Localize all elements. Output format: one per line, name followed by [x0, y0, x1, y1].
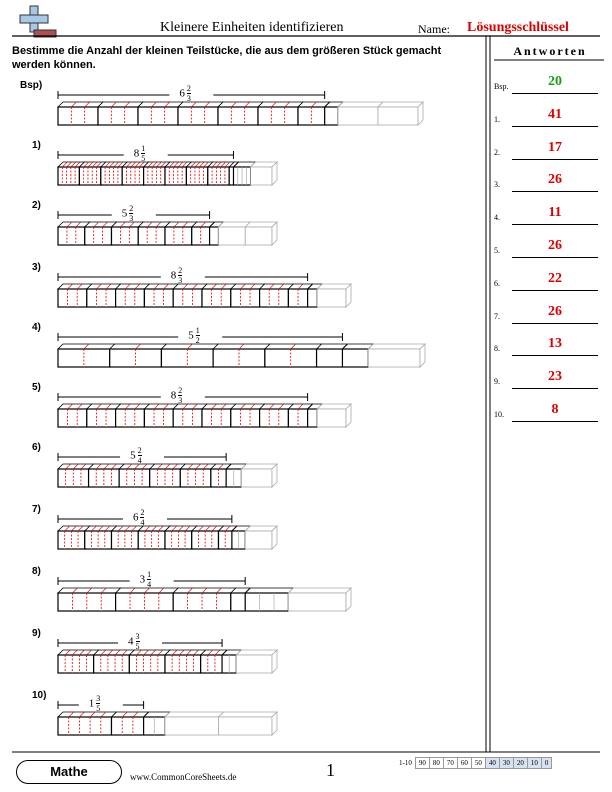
answer-line [512, 224, 598, 225]
bar-unit [202, 289, 231, 307]
numerator: 1 [195, 326, 200, 335]
bar-top-face [138, 102, 183, 107]
bar-top-face [236, 650, 277, 655]
fraction-bar [58, 526, 277, 549]
answer-label: 1. [494, 114, 500, 124]
score-cell: 20 [513, 758, 527, 769]
whole-part: 4 [128, 635, 134, 648]
answer-line [512, 323, 598, 324]
score-table [396, 757, 552, 769]
fraction-bar [58, 712, 277, 735]
instructions: Bestimme die Anzahl der kleinen Teilstücke, die aus dem größeren Stück gemacht werden können. [12, 45, 442, 71]
answer-value: 23 [548, 369, 562, 385]
answer-label: 2. [494, 147, 500, 157]
answers-title: Antworten [513, 44, 587, 58]
bar-top-face [260, 404, 294, 409]
problem-label: 4) [32, 322, 41, 333]
denominator: 5 [96, 704, 101, 713]
bar-unit [173, 289, 202, 307]
numerator: 2 [137, 446, 142, 455]
bar-unit [219, 717, 273, 735]
answer-line [512, 290, 598, 291]
whole-part: 5 [121, 207, 128, 220]
bar-unit [122, 167, 143, 185]
measure-line [58, 91, 325, 99]
bar-unit [116, 409, 145, 427]
whole-part: 3 [139, 573, 146, 586]
answer-line [512, 191, 598, 192]
fraction-bar [58, 284, 351, 307]
bar-unit [112, 227, 139, 245]
footer-url: www.CommonCoreSheets.de [130, 772, 237, 782]
mixed-number [171, 266, 183, 285]
bar-unit [165, 227, 192, 245]
denominator: 4 [147, 580, 152, 589]
bar-top-face [201, 650, 242, 655]
bar-top-face [317, 284, 351, 289]
measure-line [58, 151, 233, 159]
score-cell: 10 [527, 758, 541, 769]
bar-top-face [288, 588, 351, 593]
fraction-bar [58, 102, 423, 125]
whole-part: 5 [188, 329, 194, 342]
bar-unit [58, 227, 85, 245]
measure-line [58, 453, 226, 461]
score-cell: 80 [429, 758, 443, 769]
problem-label: 9) [32, 628, 41, 639]
mixed-number [89, 694, 101, 713]
bar-top-face [58, 284, 92, 289]
score-cell: 70 [443, 758, 457, 769]
bar-unit [317, 289, 346, 307]
problem-label: 3) [32, 262, 41, 273]
bar-unit [58, 289, 87, 307]
bar-top-face [219, 712, 278, 717]
bar-unit [87, 409, 116, 427]
denominator: 4 [137, 456, 142, 465]
score-cell: 90 [415, 758, 429, 769]
numerator: 2 [178, 266, 183, 275]
answer-value: 26 [548, 172, 562, 188]
page-number: 1 [326, 760, 335, 780]
whole-part: 1 [88, 697, 95, 710]
fraction [178, 266, 182, 285]
bar-unit [138, 227, 165, 245]
fraction [178, 386, 182, 405]
answer-value: 26 [548, 303, 562, 319]
bar-unit [260, 409, 289, 427]
bar-unit [116, 289, 145, 307]
fraction [138, 446, 142, 465]
numerator: 2 [178, 386, 183, 395]
problem-label: 2) [32, 200, 41, 211]
bar-unit [58, 107, 98, 125]
measure-line [58, 577, 245, 585]
fraction [136, 632, 140, 651]
bar-top-face [298, 102, 343, 107]
numerator: 2 [140, 508, 145, 517]
answer-value: 11 [548, 205, 562, 221]
measure-line [58, 639, 222, 647]
numerator: 3 [135, 632, 140, 641]
score-cell: 60 [457, 758, 471, 769]
answer-value: 22 [548, 270, 562, 286]
bar-top-face [317, 404, 351, 409]
answer-value: 8 [551, 402, 559, 417]
answer-line [512, 93, 598, 94]
bar-unit [165, 655, 201, 673]
numerator: 2 [129, 204, 134, 213]
answer-value: 13 [548, 336, 562, 352]
bar-unit [186, 167, 207, 185]
mixed-number [134, 144, 146, 163]
bar-unit [98, 107, 138, 125]
bar-unit [236, 655, 272, 673]
score-label: 1-10 [399, 759, 412, 767]
name-value: Lösungsschlüssel [467, 20, 569, 35]
whole-part: 6 [179, 87, 185, 100]
bar-unit [112, 717, 166, 735]
bar-top-face [58, 650, 99, 655]
answer-line [512, 355, 598, 356]
numerator: 2 [186, 84, 191, 93]
whole-part: 8 [170, 389, 177, 402]
bar-top-face [116, 404, 150, 409]
fraction [141, 144, 145, 163]
mixed-number [133, 508, 145, 527]
bar-unit [85, 227, 112, 245]
problem-label: 10) [32, 690, 47, 701]
denominator: 4 [140, 518, 145, 527]
mixed-number [128, 632, 140, 651]
fraction-bar [58, 588, 351, 611]
bar-unit [101, 167, 122, 185]
score-cell: 50 [471, 758, 485, 769]
bar-top-face [231, 284, 265, 289]
numerator: 3 [96, 694, 101, 703]
answer-value: 20 [548, 74, 562, 89]
bar-top-face [338, 102, 383, 107]
measure-line [58, 273, 308, 281]
whole-part: 8 [133, 147, 140, 160]
page-title: Kleinere Einheiten identifizieren [160, 20, 344, 35]
bar-top-face [58, 712, 117, 717]
mixed-number [188, 326, 200, 345]
answer-label: 9. [494, 377, 500, 387]
bar-unit [251, 167, 272, 185]
bar-top-face [288, 404, 322, 409]
bar-unit [229, 167, 250, 185]
mixed-number [171, 386, 183, 405]
score-cell: 0 [541, 758, 552, 769]
bar-unit [144, 167, 165, 185]
bar-unit [288, 289, 317, 307]
bar-top-face [165, 712, 224, 717]
mixed-number [122, 204, 134, 223]
bar-top-face [165, 650, 206, 655]
answer-line [512, 421, 598, 422]
bar-unit [231, 289, 260, 307]
bar-unit [317, 409, 346, 427]
bar-top-face [116, 284, 150, 289]
fraction-bar [58, 344, 425, 367]
problem-label: 6) [32, 442, 41, 453]
fraction [196, 326, 200, 345]
denominator: 5 [135, 642, 140, 651]
answer-value: 26 [548, 238, 562, 253]
bar-top-face [218, 102, 263, 107]
measure-line [58, 393, 308, 401]
bar-top-face [87, 284, 121, 289]
bar-unit [258, 107, 298, 125]
measure-line [58, 515, 232, 523]
whole-part: 6 [132, 511, 139, 524]
answer-value: 17 [548, 139, 562, 155]
bar-top-face [58, 102, 103, 107]
denominator: 2 [195, 336, 200, 345]
bar-unit [58, 167, 79, 185]
bar-top-face [112, 712, 171, 717]
bar-top-face [202, 404, 236, 409]
footer-brand: Mathe [16, 760, 122, 784]
bar-unit [165, 717, 219, 735]
bar-unit [173, 409, 202, 427]
bar-top-face [378, 102, 423, 107]
mixed-number [140, 570, 152, 589]
bar-unit [58, 655, 94, 673]
bar-unit [192, 227, 219, 245]
mixed-number [130, 446, 142, 465]
name-label: Name: [418, 22, 450, 36]
answer-label: Bsp. [494, 82, 509, 91]
bar-unit [58, 717, 112, 735]
problem-label: 8) [32, 566, 41, 577]
answer-line [512, 159, 598, 160]
bar-unit [288, 593, 346, 611]
bar-top-face [202, 284, 236, 289]
bar-unit [245, 227, 272, 245]
bar-top-face [87, 404, 121, 409]
bar-unit [260, 289, 289, 307]
bar-unit [368, 349, 420, 367]
denominator: 3 [178, 396, 183, 405]
fraction-bar [58, 222, 277, 245]
answer-label: 10. [494, 410, 504, 419]
bar-top-face [231, 588, 294, 593]
bar-unit [129, 655, 165, 673]
bar-unit [201, 655, 237, 673]
bar-top-face [260, 284, 294, 289]
answer-line [512, 388, 598, 389]
bar-top-face [58, 404, 92, 409]
answer-line [512, 126, 598, 127]
numerator: 1 [147, 570, 152, 579]
fraction [96, 694, 100, 713]
answer-line [512, 257, 598, 258]
fraction [147, 570, 151, 589]
bar-unit [144, 289, 173, 307]
denominator: 3 [129, 214, 134, 223]
bar-unit [79, 167, 100, 185]
whole-part: 5 [130, 449, 136, 462]
bar-unit [202, 409, 231, 427]
bar-unit [218, 107, 258, 125]
bar-unit [231, 409, 260, 427]
bar-unit [219, 227, 246, 245]
answer-label: 3. [494, 180, 500, 190]
problem-label: 7) [32, 504, 41, 515]
answer-label: 5. [494, 246, 500, 255]
bar-unit [378, 107, 418, 125]
whole-part: 8 [170, 269, 177, 282]
bar-unit [87, 289, 116, 307]
answer-label: 4. [494, 213, 500, 223]
bar-unit [58, 409, 87, 427]
answer-label: 7. [494, 311, 500, 321]
bar-unit [338, 107, 378, 125]
bar-unit [288, 409, 317, 427]
bar-top-face [368, 344, 425, 349]
bar-top-face [241, 464, 277, 469]
bar-unit [241, 469, 272, 487]
bar-unit [165, 167, 186, 185]
problem-label: 5) [32, 382, 41, 393]
denominator: 5 [141, 154, 146, 163]
measure-line [58, 701, 144, 709]
fraction [187, 84, 191, 103]
numerator: 1 [141, 144, 146, 153]
score-cell: 40 [485, 758, 499, 769]
measure-line [58, 333, 342, 341]
bar-top-face [258, 102, 303, 107]
mixed-number [179, 84, 191, 103]
answer-label: 6. [494, 278, 500, 288]
bar-top-face [288, 284, 322, 289]
bar-top-face [231, 404, 265, 409]
denominator: 3 [186, 94, 191, 103]
bar-unit [298, 107, 338, 125]
bar-unit [178, 107, 218, 125]
bar-unit [138, 107, 178, 125]
fraction-bar [58, 650, 277, 673]
bar-unit [245, 531, 272, 549]
problem-label: 1) [32, 140, 41, 151]
answer-value: 41 [548, 106, 562, 122]
fraction-bar [58, 404, 351, 427]
fraction-bar [58, 162, 277, 185]
bar-unit [94, 655, 130, 673]
measure-line [58, 211, 210, 219]
bar-top-face [98, 102, 143, 107]
fraction-bar [58, 464, 277, 487]
fraction [129, 204, 133, 223]
denominator: 3 [178, 276, 183, 285]
score-cell: 30 [499, 758, 513, 769]
problem-label: Bsp) [20, 80, 43, 91]
fraction [140, 508, 144, 527]
bar-unit [208, 167, 229, 185]
bar-unit [144, 409, 173, 427]
answer-label: 8. [494, 344, 500, 354]
